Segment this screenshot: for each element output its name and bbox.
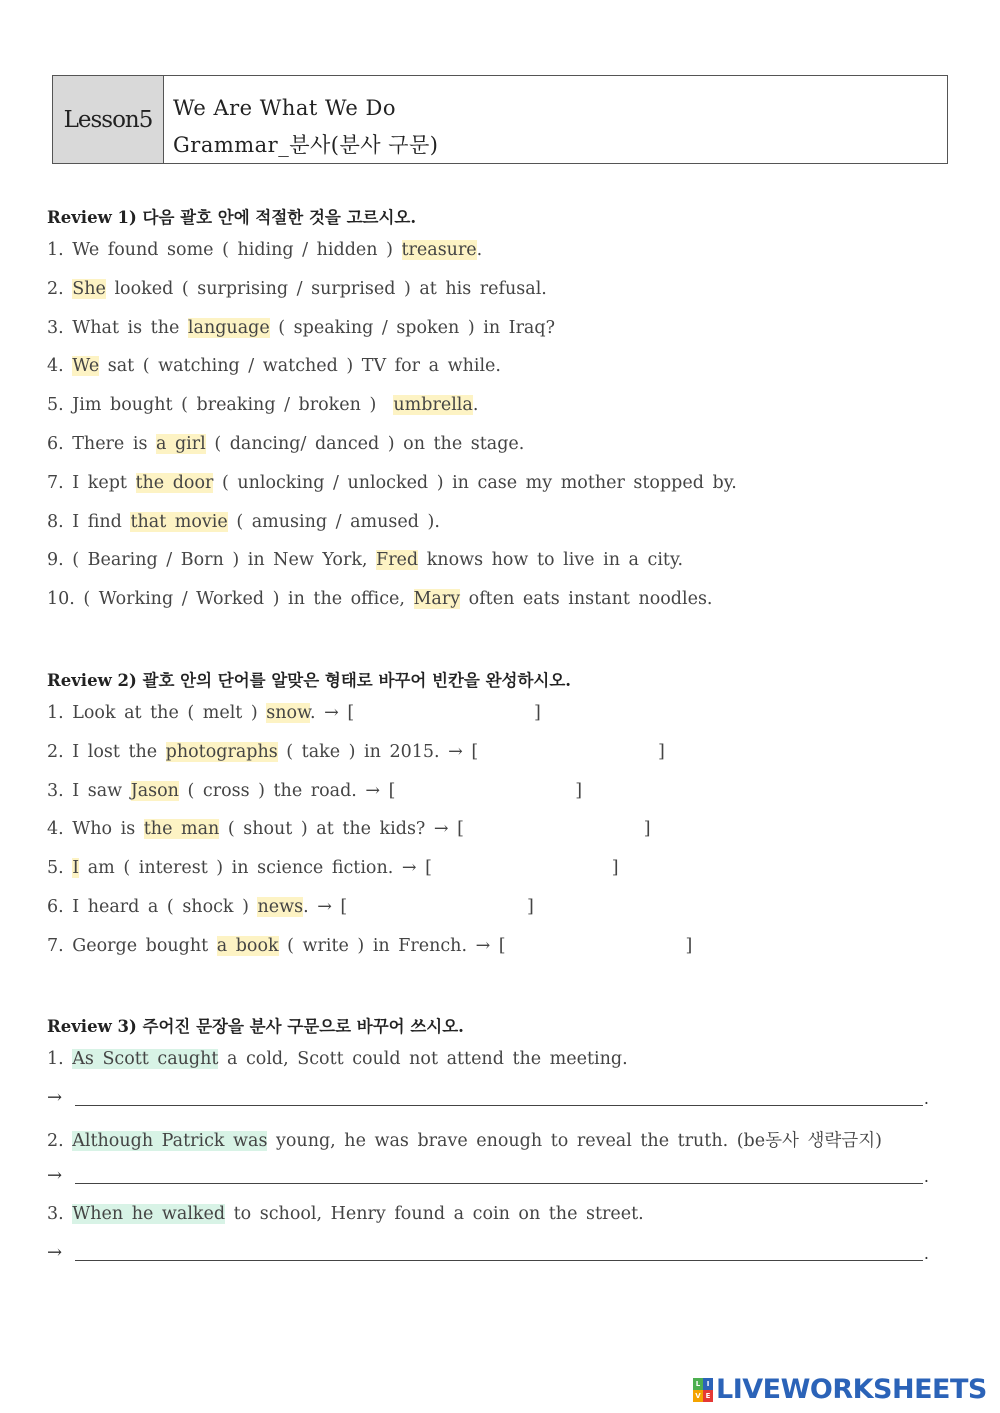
- highlighted-text: that movie: [130, 511, 228, 532]
- answer-line[interactable]: [47, 1164, 929, 1195]
- text-segment: ( dancing/ danced ) on the stage.: [205, 434, 525, 454]
- review1-item: [47, 240, 482, 260]
- text-segment: ( write ) in French. → [ ]: [278, 935, 693, 956]
- text-segment: often eats instant noodles.: [460, 589, 713, 610]
- highlighted-text: I: [72, 858, 80, 879]
- text-segment: 10. ( Working / Worked ) in the office,: [47, 589, 414, 610]
- text-segment: 5.: [47, 858, 73, 879]
- text-segment: 5. Jim bought ( breaking / broken ): [47, 395, 394, 416]
- review3-item: [47, 1204, 644, 1224]
- lesson-subtitle: Grammar_분사(분사 구문): [173, 133, 439, 157]
- text-segment: 7. I kept: [47, 472, 136, 493]
- text-segment: ( cross ) the road. → [ ]: [178, 780, 583, 801]
- text-segment: young, he was brave enough to reveal the truth. (be동사 생략금지): [267, 1130, 882, 1151]
- lesson-number: Lesson5: [53, 76, 164, 163]
- lesson-title: We Are What We Do: [173, 96, 396, 120]
- highlighted-text: Although Patrick was: [72, 1130, 268, 1151]
- text-segment: 3. I saw: [47, 780, 131, 801]
- highlighted-text: photographs: [165, 741, 278, 762]
- highlighted-text: a girl: [155, 434, 206, 454]
- review1-item: [47, 473, 737, 493]
- lesson-header: [52, 75, 948, 164]
- review3-item: [47, 1127, 882, 1152]
- review1-item: [47, 356, 501, 376]
- review1-title: Review 1) 다음 괄호 안에 적절한 것을 고르시오.: [47, 208, 417, 227]
- highlighted-text: Mary: [413, 589, 461, 610]
- highlighted-text: When he walked: [72, 1204, 226, 1225]
- review1-item: [47, 512, 440, 532]
- review1-item: [47, 279, 547, 299]
- review2-item: [47, 742, 665, 762]
- logo-mark-cell: V: [693, 1390, 703, 1402]
- highlighted-text: a book: [216, 935, 279, 956]
- review1-item: [47, 550, 683, 570]
- text-segment: ( speaking / spoken ) in Iraq?: [269, 317, 555, 338]
- text-segment: 2. I lost the: [47, 741, 166, 762]
- logo-text: LIVEWORKSHEETS: [716, 1374, 987, 1405]
- text-segment: 1.: [47, 1049, 73, 1069]
- review2-item: [47, 781, 582, 801]
- text-segment: .: [472, 395, 479, 416]
- highlighted-text: umbrella: [393, 395, 473, 416]
- liveworksheets-logo: [693, 1374, 987, 1405]
- answer-underline[interactable]: [75, 1183, 923, 1184]
- review1-item: [47, 395, 478, 415]
- review2-item: [47, 897, 534, 917]
- text-segment: looked ( surprising / surprised ) at his refusal.: [105, 278, 547, 299]
- text-segment: 4. Who is: [47, 819, 144, 840]
- text-segment: 3. What is the: [47, 317, 188, 338]
- text-segment: to school, Henry found a coin on the street.: [225, 1204, 644, 1225]
- text-segment: 1. Look at the ( melt ): [47, 703, 267, 723]
- arrow-icon: →: [47, 1164, 63, 1186]
- text-segment: ( unlocking / unlocked ) in case my mother stopped by.: [213, 472, 737, 493]
- text-segment: 9. ( Bearing / Born ) in New York,: [47, 550, 377, 571]
- highlighted-text: We: [72, 356, 100, 377]
- review2-item: [47, 703, 541, 723]
- text-segment: 2.: [47, 278, 73, 299]
- text-segment: .: [476, 240, 483, 260]
- answer-line[interactable]: [47, 1242, 929, 1272]
- highlighted-text: She: [72, 278, 106, 299]
- text-segment: 7. George bought: [47, 935, 217, 956]
- highlighted-text: news: [257, 897, 304, 917]
- text-segment: . → [ ]: [303, 897, 534, 917]
- review1-item: [47, 318, 555, 338]
- highlighted-text: the door: [135, 472, 214, 493]
- review2-item: [47, 819, 651, 839]
- review3-item: [47, 1049, 628, 1069]
- review2-item: [47, 936, 692, 956]
- answer-line[interactable]: [47, 1087, 929, 1117]
- highlighted-text: As Scott caught: [72, 1049, 219, 1069]
- review2-title: Review 2) 괄호 안의 단어를 알맞은 형태로 바꾸어 빈칸을 완성하시오.: [47, 671, 572, 690]
- arrow-icon: →: [47, 1242, 63, 1264]
- highlighted-text: treasure: [401, 240, 477, 260]
- text-segment: ( amusing / amused ).: [227, 511, 440, 532]
- text-segment: . → [ ]: [310, 703, 541, 723]
- period-mark: .: [923, 1089, 929, 1108]
- highlighted-text: Jason: [130, 780, 179, 801]
- highlighted-text: language: [187, 317, 270, 338]
- logo-mark-cell: L: [693, 1378, 703, 1390]
- text-segment: am ( interest ) in science fiction. → [ ]: [79, 858, 619, 879]
- text-segment: 6. There is: [47, 434, 156, 454]
- logo-mark-cell: E: [703, 1390, 713, 1402]
- text-segment: 3.: [47, 1204, 73, 1225]
- text-segment: ( shout ) at the kids? → [ ]: [219, 819, 651, 840]
- highlighted-text: Fred: [376, 550, 419, 571]
- text-segment: a cold, Scott could not attend the meeting.: [218, 1049, 628, 1069]
- answer-underline[interactable]: [75, 1105, 923, 1106]
- text-segment: 4.: [47, 356, 73, 377]
- review1-item: [47, 434, 524, 454]
- text-segment: 8. I find: [47, 511, 131, 532]
- lesson-titles: [164, 76, 439, 163]
- highlighted-text: the man: [143, 819, 220, 840]
- highlighted-text: snow: [266, 703, 310, 723]
- text-segment: ( take ) in 2015. → [ ]: [277, 741, 665, 762]
- arrow-icon: →: [47, 1087, 63, 1108]
- review1-item: [47, 589, 713, 609]
- text-segment: 6. I heard a ( shock ): [47, 897, 258, 917]
- review3-title: Review 3) 주어진 문장을 분사 구문으로 바꾸어 쓰시오.: [47, 1017, 464, 1036]
- period-mark: .: [923, 1166, 929, 1186]
- text-segment: 1. We found some ( hiding / hidden ): [47, 240, 402, 260]
- period-mark: .: [923, 1244, 929, 1264]
- text-segment: 2.: [47, 1130, 73, 1151]
- logo-mark-icon: [693, 1378, 713, 1402]
- answer-underline[interactable]: [75, 1260, 923, 1261]
- review2-item: [47, 858, 619, 878]
- text-segment: sat ( watching / watched ) TV for a while.: [99, 356, 501, 377]
- text-segment: knows how to live in a city.: [418, 550, 684, 571]
- logo-mark-cell: I: [703, 1378, 713, 1390]
